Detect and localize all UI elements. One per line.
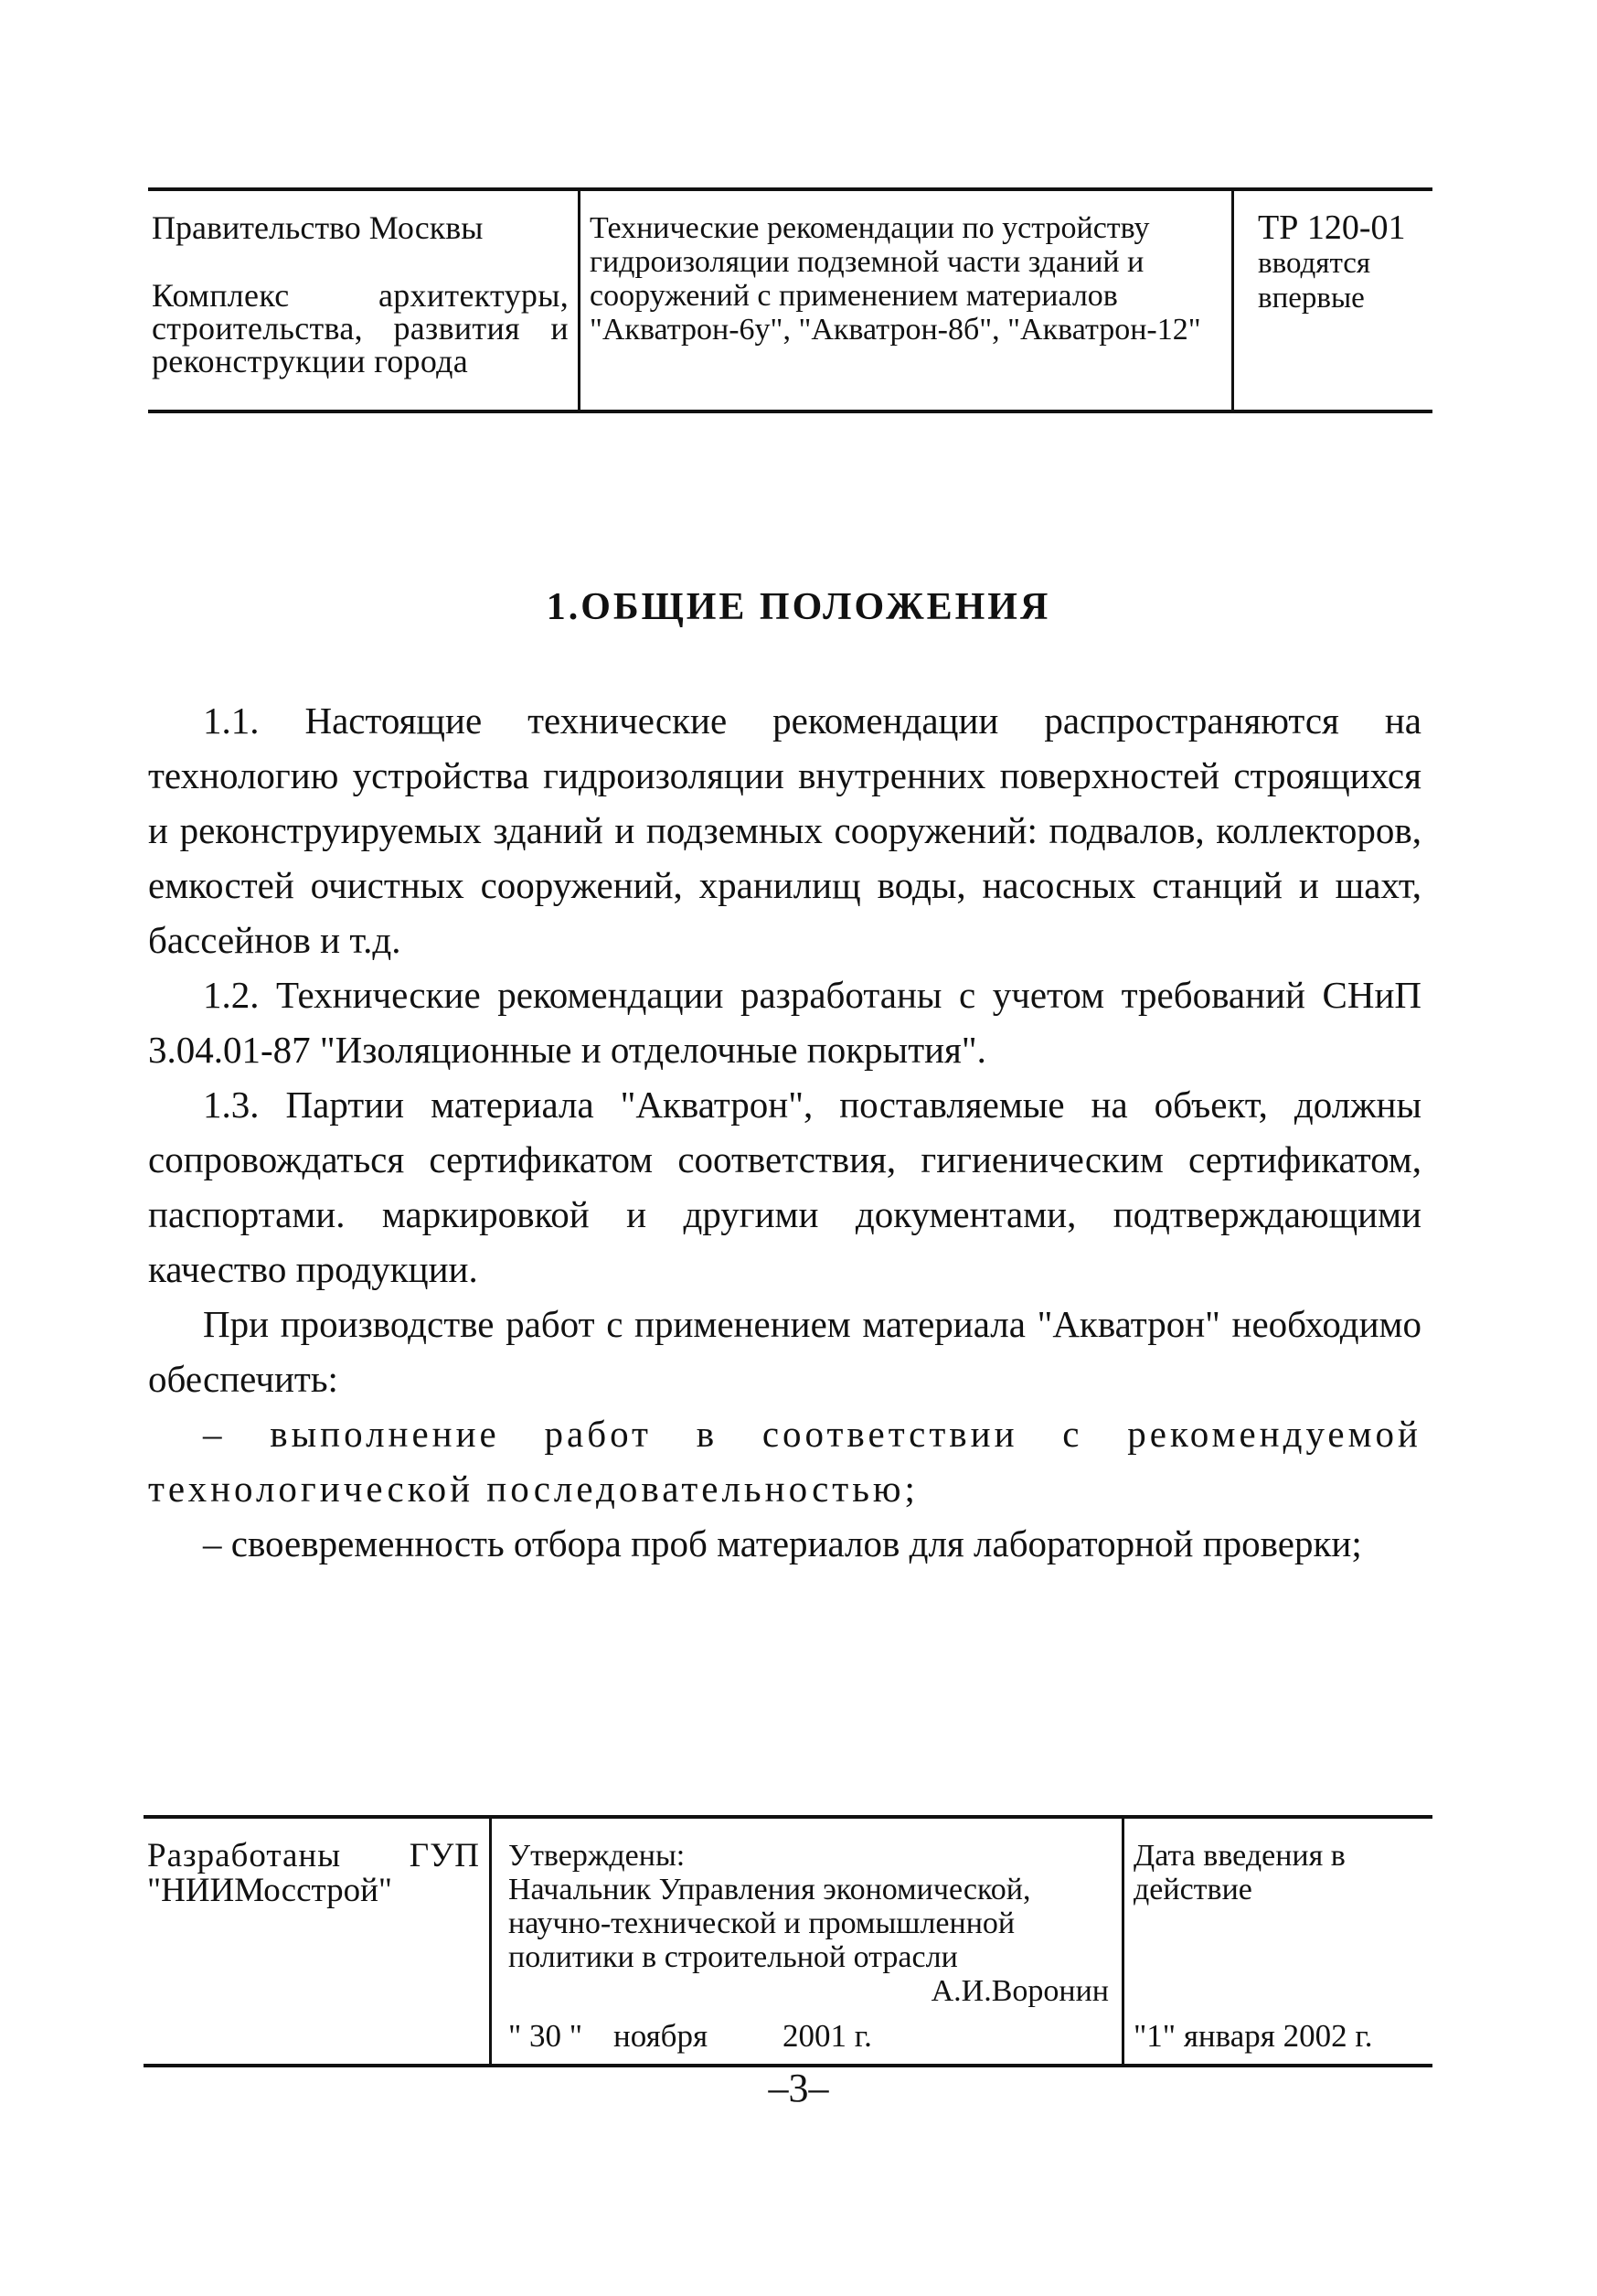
effective-label: Дата введения в действие [1134, 1839, 1346, 1906]
approved-label: Утверждены: [508, 1839, 686, 1873]
section-title: 1.ОБЩИЕ ПОЛОЖЕНИЯ [546, 586, 1051, 628]
developer-line-1: Разработаны ГУП [147, 1837, 480, 1874]
document-title: Технические рекомендации по устройству гидроизоляции подземной части зданий и сооружений с применением материалов "Акватрон-6у", "Акватрон-8б", "Акватрон-12" [590, 211, 1201, 347]
list-item-sampling: – своевременность отбора проб материалов для лабораторной проверки; [203, 1522, 1362, 1564]
department-name: Комплекс архитектуры, строительства, развития и реконструкции города [152, 277, 569, 379]
approval-date [508, 2019, 1113, 2053]
issuer-cell [148, 191, 578, 410]
approval-cell [489, 1819, 1124, 2064]
document-status: вводятся впервые [1258, 247, 1371, 315]
list-item-sequence: – выполнение работ в соответствии с рекомендуемой технологической последовательностью; [148, 1413, 1421, 1510]
approver-name: А.И.Воронин [931, 1974, 1109, 2008]
document-title-cell [578, 191, 1234, 410]
document-code: ТР 120-01 [1258, 208, 1406, 247]
paragraph-1-3: 1.3. Партии материала "Акватрон", поставляемые на объект, должны сопровождаться сертификатом соответствия, гигиеническим сертификатом, паспортами. маркировкой и другими документами, подтверждающими качество продукции. [148, 1084, 1421, 1290]
developer-line-2: "НИИМосстрой" [147, 1872, 393, 1909]
document-code-cell [1234, 191, 1432, 410]
body-text [148, 693, 1421, 1571]
approval-month: ноября [613, 2018, 708, 2054]
paragraph-requirements-intro: При производстве работ с применением материала "Акватрон" необходимо обеспечить: [148, 1303, 1421, 1400]
effective-date: "1" января 2002 г. [1134, 2018, 1373, 2054]
approval-day: " 30 " [508, 2018, 583, 2054]
approver-position: Начальник Управления экономической, научно-технической и промышленной политики в строительной отрасли [508, 1873, 1031, 1974]
header-table [148, 187, 1432, 413]
footer-table [144, 1815, 1432, 2067]
effective-date-cell [1124, 1819, 1432, 2064]
organization-name: Правительство Москвы [152, 209, 484, 246]
page-number: –3– [768, 2066, 829, 2110]
paragraph-1-1: 1.1. Настоящие технические рекомендации распространяются на технологию устройства гидроизоляции внутренних поверхностей строящихся и реконструируемых зданий и подземных сооружений: подвалов, коллекторов, емкостей очистных сооружений, хранилищ воды, насосных станций и шахт, бассейнов и т.д. [148, 699, 1421, 961]
developer-cell [144, 1819, 489, 2064]
approval-year: 2001 г. [783, 2018, 872, 2054]
paragraph-1-2: 1.2. Технические рекомендации разработаны с учетом требований СНиП 3.04.01-87 "Изоляционные и отделочные покрытия". [148, 974, 1421, 1071]
